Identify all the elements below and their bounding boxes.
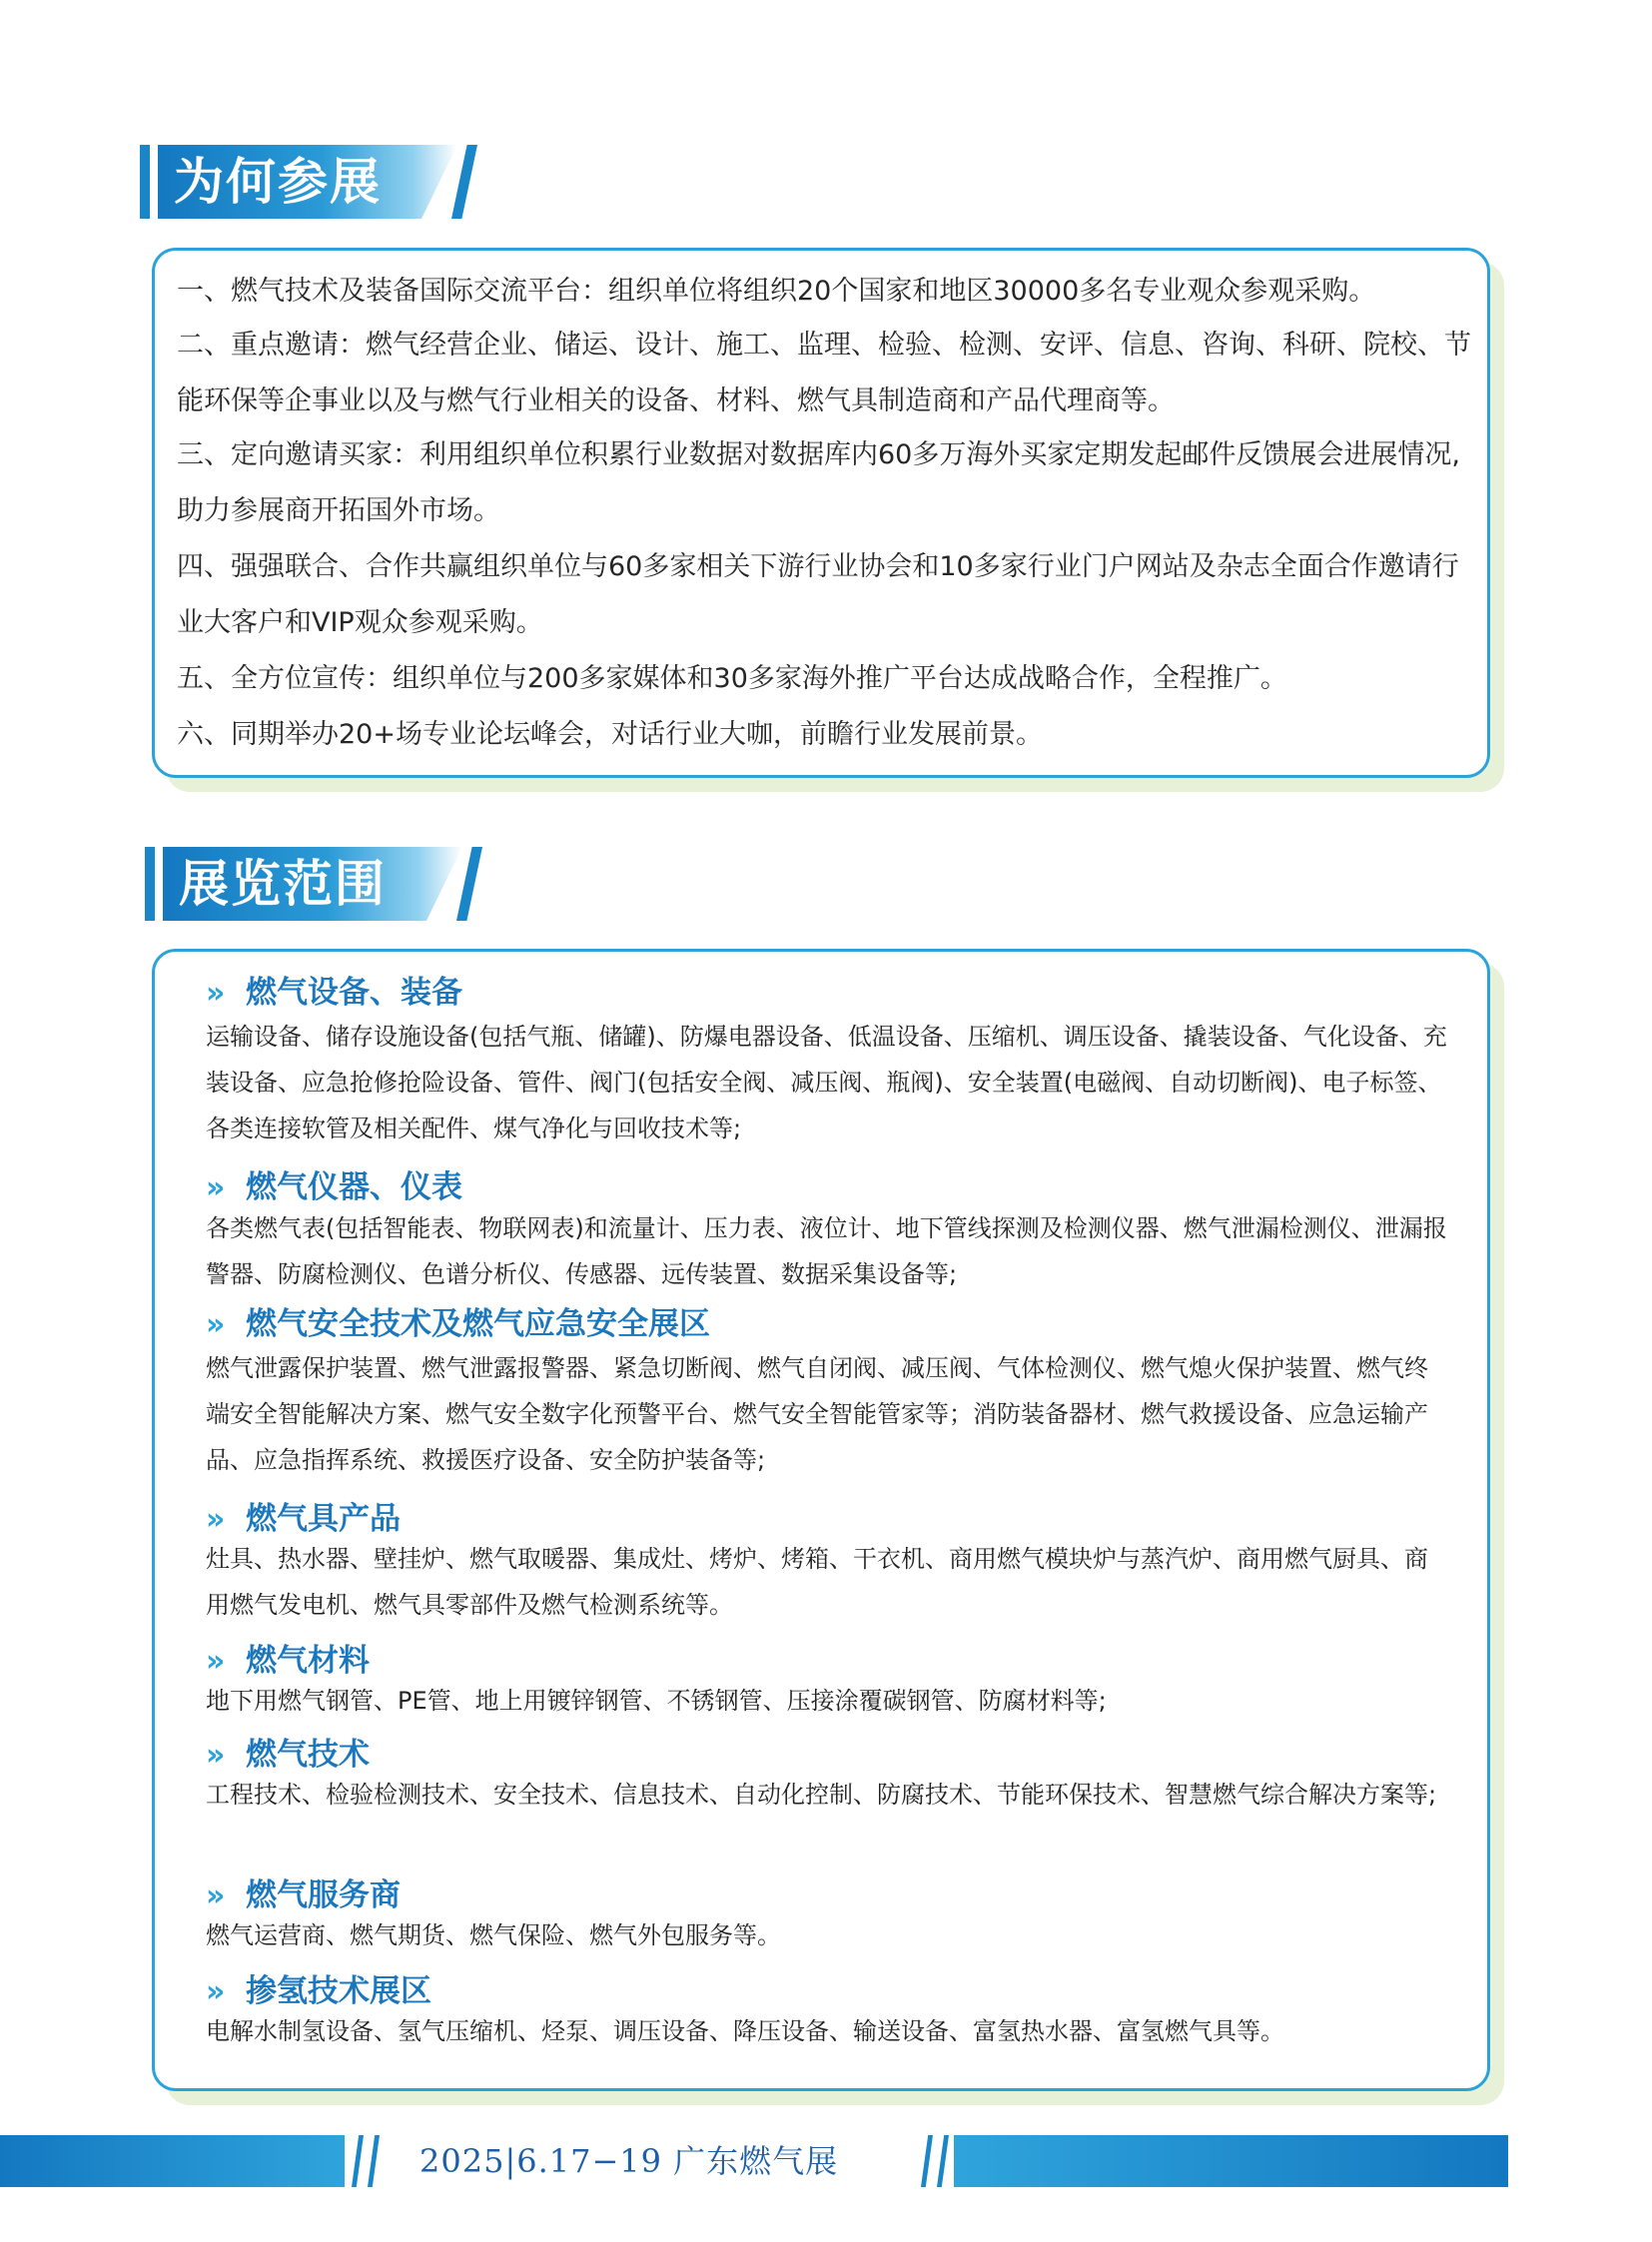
category-title: » 燃气仪器、仪表 [206, 1166, 462, 1209]
category-title: » 燃气安全技术及燃气应急安全展区 [206, 1303, 710, 1346]
footer-left-bar [0, 2135, 345, 2187]
header-slash [456, 847, 482, 921]
why-item: 六、同期举办20+场专业论坛峰会，对话行业大咖，前瞻行业发展前景。 [177, 719, 1043, 750]
footer-event-text: 2025|6.17−19 广东燃气展 [419, 2142, 839, 2180]
section-title: 展览范围 [179, 855, 387, 913]
double-chevron-icon: » [206, 1502, 220, 1537]
why-item: 四、强强联合、合作共赢组织单位与60多家相关下游行业协会和10多家行业门户网站及杂志全面合作邀请行业大客户和VIP观众参观采购。 [177, 551, 1459, 638]
why-item: 五、全方位宣传：组织单位与200多家媒体和30多家海外推广平台达成战略合作，全程推广。 [177, 663, 1287, 694]
footer-stripe [921, 2135, 933, 2187]
header-slash [451, 145, 477, 219]
double-chevron-icon: » [206, 1644, 220, 1679]
footer-bar [0, 2135, 1508, 2187]
category-title: » 掺氢技术展区 [206, 1970, 431, 2013]
footer-stripe [937, 2135, 949, 2187]
category-description: 运输设备、储存设施设备(包括气瓶、储罐)、防爆电器设备、低温设备、压缩机、调压设备、撬装设备、气化设备、充装设备、应急抢修抢险设备、管件、阀门(包括安全阀、减压阀、瓶阀)、安全装置(电磁阀、自动切断阀)、电子标签、各类连接软管及相关配件、煤气净化与回收技术等; [206, 1023, 1447, 1142]
category-description: 工程技术、检验检测技术、安全技术、信息技术、自动化控制、防腐技术、节能环保技术、智慧燃气综合解决方案等; [206, 1781, 1437, 1809]
double-chevron-icon: » [206, 1307, 220, 1342]
category-description: 电解水制氢设备、氢气压缩机、烃泵、调压设备、降压设备、输送设备、富氢热水器、富氢燃气具等。 [206, 2017, 1284, 2045]
why-item: 三、定向邀请买家：利用组织单位积累行业数据对数据库内60多万海外买家定期发起邮件反馈展会进展情况,助力参展商开拓国外市场。 [177, 439, 1460, 526]
category-description: 灶具、热水器、壁挂炉、燃气取暖器、集成灶、烤炉、烤箱、干衣机、商用燃气模块炉与蒸汽炉、商用燃气厨具、商用燃气发电机、燃气具零部件及燃气检测系统等。 [206, 1545, 1428, 1619]
category-title: » 燃气具产品 [206, 1498, 401, 1541]
why-item: 二、重点邀请：燃气经营企业、储运、设计、施工、监理、检验、检测、安评、信息、咨询、科研、院校、节能环保等企事业以及与燃气行业相关的设备、材料、燃气具制造商和产品代理商等。 [177, 330, 1471, 416]
why-exhibit-header [140, 145, 479, 219]
double-chevron-icon: » [206, 1738, 220, 1773]
category-description: 燃气泄露保护装置、燃气泄露报警器、紧急切断阀、燃气自闭阀、减压阀、气体检测仪、燃气熄火保护装置、燃气终端安全智能解决方案、燃气安全数字化预警平台、燃气安全智能管家等；消防装备器材、燃气救援设备、应急运输产品、应急指挥系统、救援医疗设备、安全防护装备等; [206, 1354, 1428, 1474]
why-item: 一、燃气技术及装备国际交流平台：组织单位将组织20个国家和地区30000多名专业观众参观采购。 [177, 276, 1376, 307]
double-chevron-icon: » [206, 1170, 220, 1205]
category-description: 地下用燃气钢管、PE管、地上用镀锌钢管、不锈钢管、压接涂覆碳钢管、防腐材料等; [206, 1687, 1107, 1715]
double-chevron-icon: » [206, 976, 220, 1011]
footer-stripe [352, 2135, 364, 2187]
section-title: 为何参展 [174, 153, 382, 211]
category-title: » 燃气材料 [206, 1640, 370, 1683]
category-title: » 燃气服务商 [206, 1874, 401, 1917]
category-description: 各类燃气表(包括智能表、物联网表)和流量计、压力表、液位计、地下管线探测及检测仪器、燃气泄漏检测仪、泄漏报警器、防腐检测仪、色谱分析仪、传感器、远传装置、数据采集设备等; [206, 1214, 1447, 1288]
double-chevron-icon: » [206, 1974, 220, 2009]
scope-header [145, 847, 489, 921]
footer-right-bar [954, 2135, 1508, 2187]
category-description: 燃气运营商、燃气期货、燃气保险、燃气外包服务等。 [206, 1921, 781, 1949]
footer-stripe [368, 2135, 380, 2187]
header-accent-bar [140, 145, 150, 219]
header-accent-bar [145, 847, 155, 921]
category-title: » 燃气设备、装备 [206, 972, 462, 1015]
category-title: » 燃气技术 [206, 1734, 370, 1777]
double-chevron-icon: » [206, 1878, 220, 1913]
